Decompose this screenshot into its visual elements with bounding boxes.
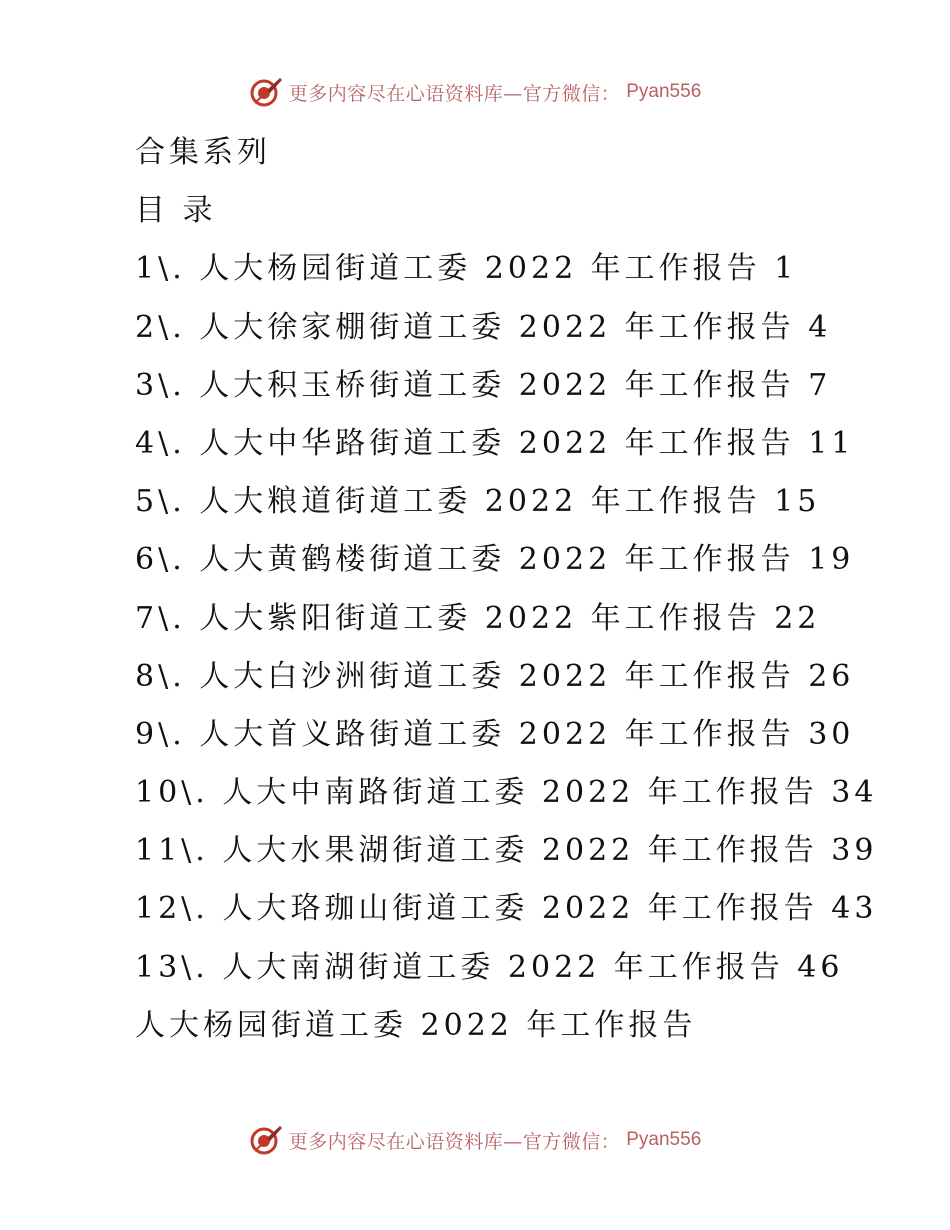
toc-entry[interactable]: 1\. 人大杨园街道工委 2022 年工作报告 1 [135, 251, 798, 287]
header-banner [0, 72, 950, 112]
toc-entry[interactable]: 9\. 人大首义路街道工委 2022 年工作报告 30 [135, 716, 855, 752]
toc-entry[interactable]: 8\. 人大白沙洲街道工委 2022 年工作报告 26 [135, 658, 855, 694]
toc-entry[interactable]: 5\. 人大粮道街道工委 2022 年工作报告 15 [135, 484, 821, 520]
pen-logo-icon [249, 1123, 283, 1157]
toc-entry[interactable]: 2\. 人大徐家棚街道工委 2022 年工作报告 4 [135, 309, 832, 345]
toc-entry[interactable]: 10\. 人大中南路街道工委 2022 年工作报告 34 [135, 775, 878, 811]
toc-entry[interactable]: 6\. 人大黄鹤楼街道工委 2022 年工作报告 19 [135, 542, 855, 578]
banner-text: 更多内容尽在心语资料库—官方微信： [288, 82, 621, 105]
toc-heading: 目 录 [135, 193, 217, 229]
footer-banner-content [249, 1123, 702, 1157]
pen-logo-icon [249, 75, 283, 109]
section-title: 人大杨园街道工委 2022 年工作报告 [135, 1007, 697, 1043]
collection-title: 合集系列 [135, 135, 271, 170]
toc-entry[interactable]: 11\. 人大水果湖街道工委 2022 年工作报告 39 [135, 833, 878, 869]
wechat-id: Pyan556 [626, 1129, 702, 1150]
wechat-id: Pyan556 [626, 81, 702, 102]
toc-entry[interactable]: 3\. 人大积玉桥街道工委 2022 年工作报告 7 [135, 367, 832, 403]
document-body [135, 124, 925, 1055]
banner-text: 更多内容尽在心语资料库—官方微信： [288, 1130, 621, 1153]
toc-entry[interactable]: 7\. 人大紫阳街道工委 2022 年工作报告 22 [135, 600, 821, 636]
header-banner-content [249, 75, 702, 109]
table-of-contents [135, 240, 925, 996]
toc-entry[interactable]: 4\. 人大中华路街道工委 2022 年工作报告 11 [135, 425, 855, 461]
footer-banner [0, 1120, 950, 1160]
toc-entry[interactable]: 13\. 人大南湖街道工委 2022 年工作报告 46 [135, 949, 844, 985]
toc-entry[interactable]: 12\. 人大珞珈山街道工委 2022 年工作报告 43 [135, 891, 878, 927]
